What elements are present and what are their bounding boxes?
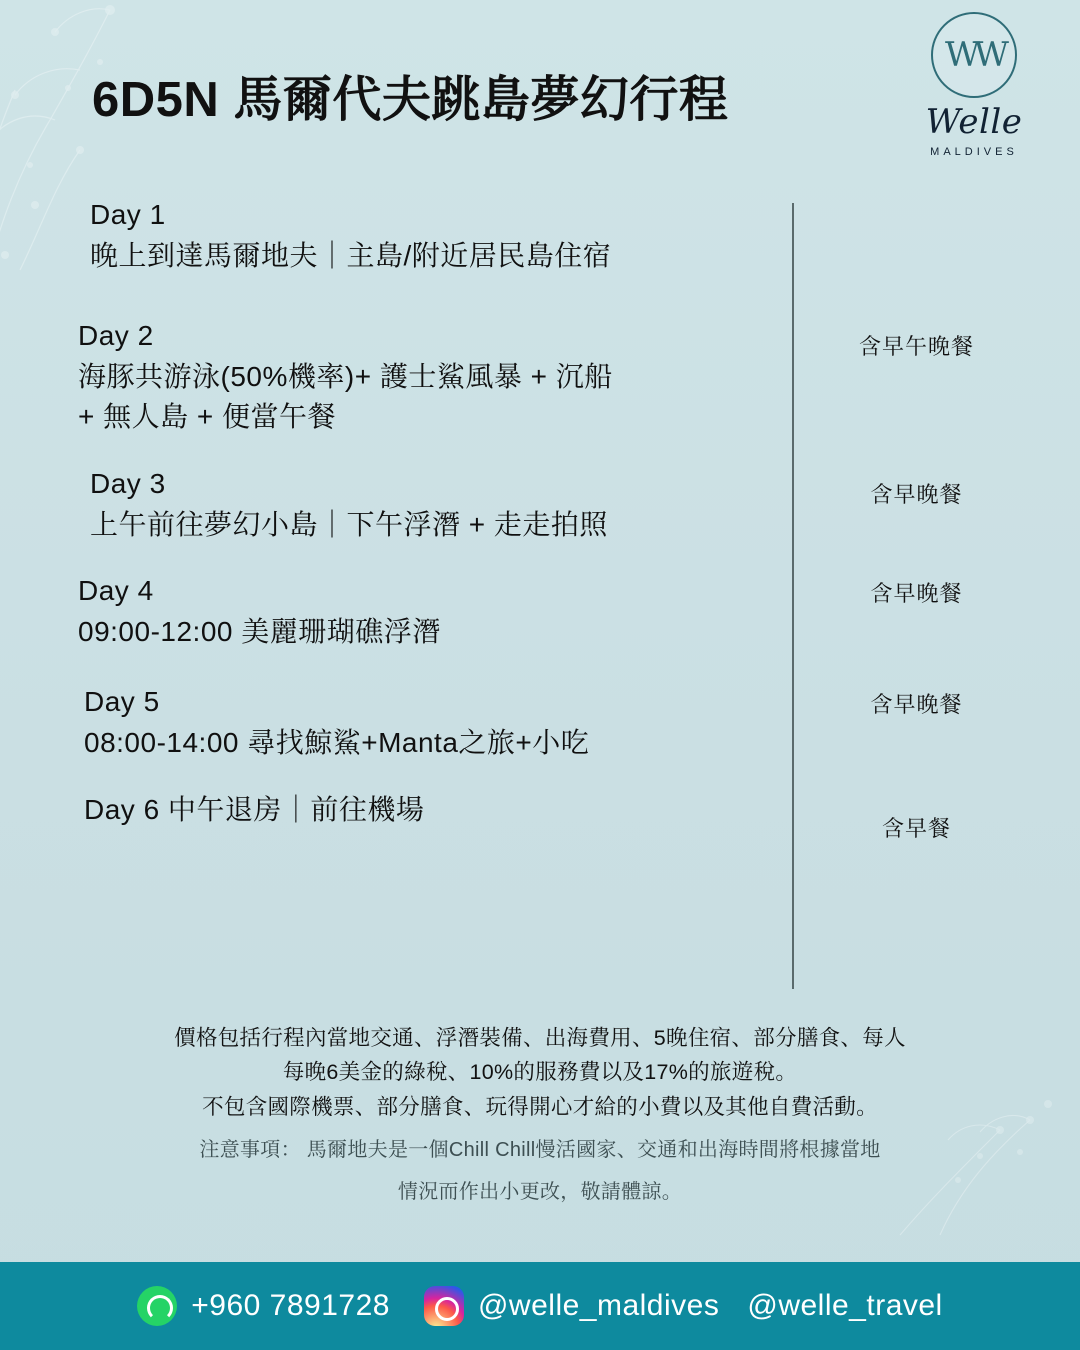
day-description: 上午前往夢幻小島｜下午浮潛 + 走走拍照 bbox=[90, 508, 608, 540]
itinerary-row bbox=[78, 682, 1040, 763]
day-label: Day 2 bbox=[78, 320, 154, 352]
day-meal bbox=[793, 195, 1040, 201]
day-description-continued: + 無人島 + 便當午餐 bbox=[78, 401, 337, 433]
instagram-icon bbox=[424, 1286, 464, 1326]
itinerary-row bbox=[78, 790, 1040, 843]
whatsapp-icon bbox=[137, 1286, 177, 1326]
page-title: 6D5N 馬爾代夫跳島夢幻行程 bbox=[92, 73, 729, 127]
disclaimer-line-2: 情況而作出小更改，敬請體諒。 bbox=[397, 1181, 683, 1204]
contact-footer bbox=[0, 1262, 1080, 1350]
logo-monogram-text: WW bbox=[945, 35, 1003, 75]
day-label: Day 3 bbox=[90, 467, 166, 499]
day-label: Day 1 bbox=[90, 199, 166, 230]
itinerary-row bbox=[78, 571, 1040, 652]
day-meal: 含早餐 bbox=[881, 815, 951, 841]
itinerary-row bbox=[78, 195, 1040, 276]
day-description: 海豚共游泳(50%機率)+ 護士鯊風暴 + 沉船 bbox=[78, 360, 613, 392]
day-label: Day 4 bbox=[78, 575, 154, 607]
poster-header bbox=[0, 0, 1080, 185]
instagram-handle-secondary: @welle_travel bbox=[747, 1289, 943, 1322]
disclaimer-line-1: 注意事項： 馬爾地夫是一個Chill Chill慢活國家、交通和出海時間將根據當地 bbox=[199, 1139, 881, 1162]
notes-section bbox=[52, 1021, 1028, 1208]
phone-number: +960 7891728 bbox=[191, 1289, 390, 1322]
day-label: Day 5 bbox=[84, 686, 160, 718]
instagram-contact[interactable] bbox=[424, 1286, 943, 1326]
logo-subtitle: MALDIVES bbox=[930, 146, 1018, 158]
day-meal: 含早午晚餐 bbox=[858, 334, 974, 360]
day-meal: 含早晚餐 bbox=[870, 692, 963, 718]
brand-logo bbox=[904, 12, 1044, 158]
day-description: 09:00-12:00 美麗珊瑚礁浮潛 bbox=[78, 615, 441, 647]
itinerary-section bbox=[40, 195, 1040, 995]
day-meal: 含早晚餐 bbox=[870, 581, 963, 607]
instagram-handle-primary: @welle_maldives bbox=[477, 1289, 720, 1322]
logo-monogram-icon bbox=[931, 12, 1017, 98]
day-description: 08:00-14:00 尋找鯨鯊+Manta之旅+小吃 bbox=[84, 726, 590, 758]
inclusion-line-2: 每晚6美金的綠稅、10%的服務費以及17%的旅遊稅。 bbox=[282, 1060, 798, 1085]
itinerary-row bbox=[78, 464, 1040, 545]
logo-wordmark: Welle bbox=[925, 102, 1023, 142]
itinerary-row bbox=[78, 316, 1040, 438]
vertical-divider bbox=[792, 203, 794, 989]
day-meal: 含早晚餐 bbox=[870, 481, 963, 507]
inclusion-line-1: 價格包括行程內當地交通、浮潛裝備、出海費用、5晚住宿、部分膳食、每人 bbox=[174, 1026, 906, 1050]
day-label: Day 6 中午退房｜前往機場 bbox=[84, 793, 425, 825]
exclusion-line: 不包含國際機票、部分膳食、玩得開心才給的小費以及其他自費活動。 bbox=[202, 1094, 878, 1119]
day-description: 晚上到達馬爾地夫｜主島/附近居民島住宿 bbox=[90, 239, 612, 271]
whatsapp-contact[interactable] bbox=[137, 1286, 390, 1326]
